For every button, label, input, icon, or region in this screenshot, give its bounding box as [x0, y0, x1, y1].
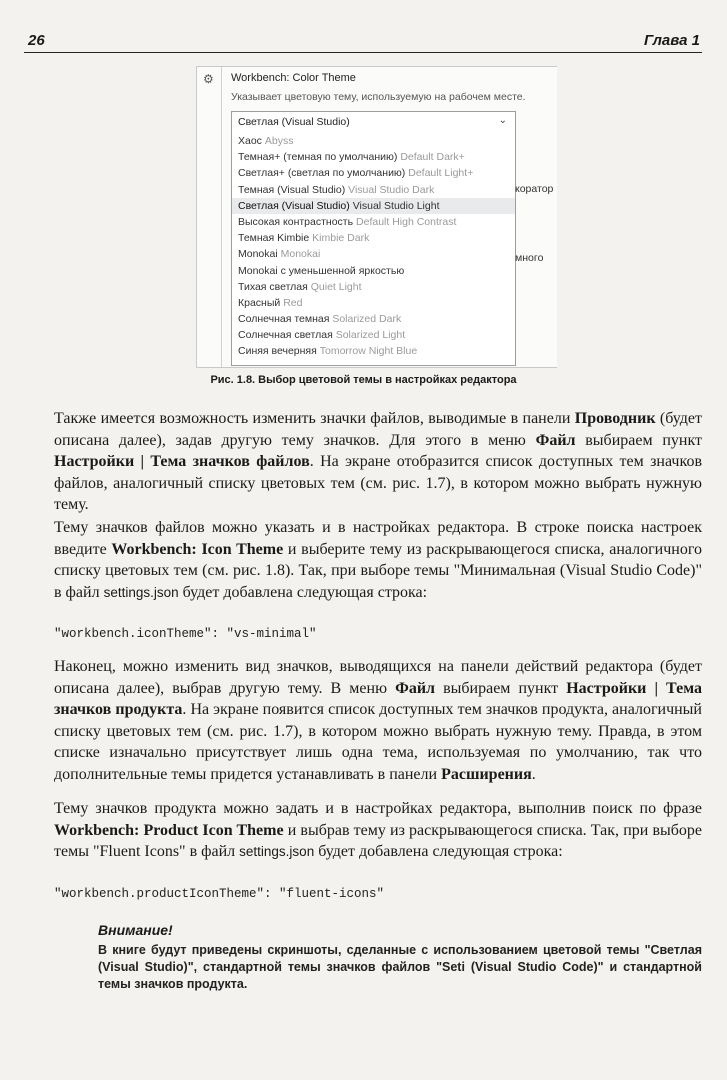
- theme-option[interactable]: Темная (Visual Studio) Visual Studio Dark: [238, 183, 435, 196]
- theme-option[interactable]: Monokai Monokai: [238, 248, 321, 261]
- setting-description: Указывает цветовую тему, используемую на рабочем месте.: [231, 91, 526, 103]
- page-number: 26: [28, 32, 45, 49]
- paragraph: Тему значков продукта можно задать и в настройках редактора, выполнив поиск по фразе Workbench: Product Icon Theme и выбрав тему из раскрывающегося списка. Так, при выборе темы "Fluent Icons" в файл settings.json будет добавлена следующая строка:: [54, 800, 702, 860]
- theme-option[interactable]: Светлая+ (светлая по умолчанию) Default Light+: [238, 167, 474, 180]
- obscured-text: многo: [515, 252, 544, 264]
- figure-caption: Рис. 1.8. Выбор цветовой темы в настройках редактора: [210, 374, 517, 386]
- theme-option[interactable]: Солнечная светлая Solarized Light: [238, 329, 406, 342]
- theme-option[interactable]: Monokai с уменьшенной яркостью: [238, 264, 405, 277]
- color-theme-select[interactable]: [231, 111, 516, 135]
- selected-theme: Светлая (Visual Studio): [238, 116, 350, 128]
- attention-note: [98, 922, 702, 993]
- theme-option[interactable]: Солнечная темная Solarized Dark: [238, 313, 402, 326]
- color-theme-screenshot: [196, 66, 557, 368]
- paragraph: Наконец, можно изменить вид значков, выводящихся на панели действий редактора (будет описана далее), выбрав другую тему. В меню Файл выбираем пункт Настройки | Тема значков продукта. На экране появится список доступных тем значков продукта, аналогичный списку цветовых тем (см. рис. 1.7), в котором можно выбрать нужную тему. Правда, в этом списке изначально присутствует лишь одна тема, используемая по умолчанию, так что дополнительные темы придется устанавливать в панели Расширения.: [54, 658, 702, 783]
- divider: [221, 67, 222, 367]
- page-header: [24, 30, 702, 53]
- theme-option[interactable]: Синяя вечерняя Tomorrow Night Blue: [238, 345, 418, 358]
- theme-option[interactable]: Хаос Abyss: [238, 135, 294, 147]
- note-title: Внимание!: [98, 922, 173, 938]
- paragraph: Также имеется возможность изменить значки файлов, выводимые в панели Проводник (будет описана далее), задав другую тему значков. Для этого в меню Файл выбираем пункт Настройки | Тема значков файлов. На экране отобразится список доступных тем значков файлов, аналогичный списку цветовых тем (см. рис. 1.7), в котором можно выбрать нужную тему.: [54, 410, 702, 513]
- chevron-down-icon[interactable]: ⌄: [498, 115, 507, 126]
- theme-option[interactable]: Темная+ (темная по умолчанию) Default Dark+: [238, 151, 465, 164]
- theme-option[interactable]: Тихая светлая Quiet Light: [238, 280, 362, 293]
- theme-option-selected[interactable]: Светлая (Visual Studio) Visual Studio Light: [232, 198, 515, 214]
- theme-option[interactable]: Высокая контрастность Default High Contrast: [238, 215, 457, 228]
- theme-option[interactable]: Красный Red: [238, 296, 303, 309]
- paragraph: Тему значков файлов можно указать и в настройках редактора. В строке поиска настроек введите Workbench: Icon Theme и выберите тему из раскрывающегося списка, аналогичного списку цветовых тем (см. рис. 1.8). Так, при выборе темы "Минимальная (Visual Studio Code)" в файл settings.json будет добавлена следующая строка:: [54, 519, 703, 601]
- code-line: "workbench.productIconTheme": "fluent-icons": [54, 887, 385, 901]
- chapter-title: Глава 1: [643, 32, 700, 49]
- gear-icon[interactable]: ⚙: [203, 72, 214, 86]
- code-line: "workbench.iconTheme": "vs-minimal": [54, 627, 317, 641]
- note-text: В книге будут приведены скриншоты, сделанные с использованием цветовой темы "Светлая (Visual Studio)", стандартной темы значков файлов "Seti (Visual Studio Code)" и стандартной темы значков продукта.: [98, 943, 702, 991]
- setting-title: Workbench: Color Theme: [231, 72, 356, 84]
- theme-option[interactable]: Темная Kimbie Kimbie Dark: [238, 232, 370, 245]
- obscured-text: коратор: [515, 183, 554, 195]
- theme-dropdown-list[interactable]: [231, 133, 516, 366]
